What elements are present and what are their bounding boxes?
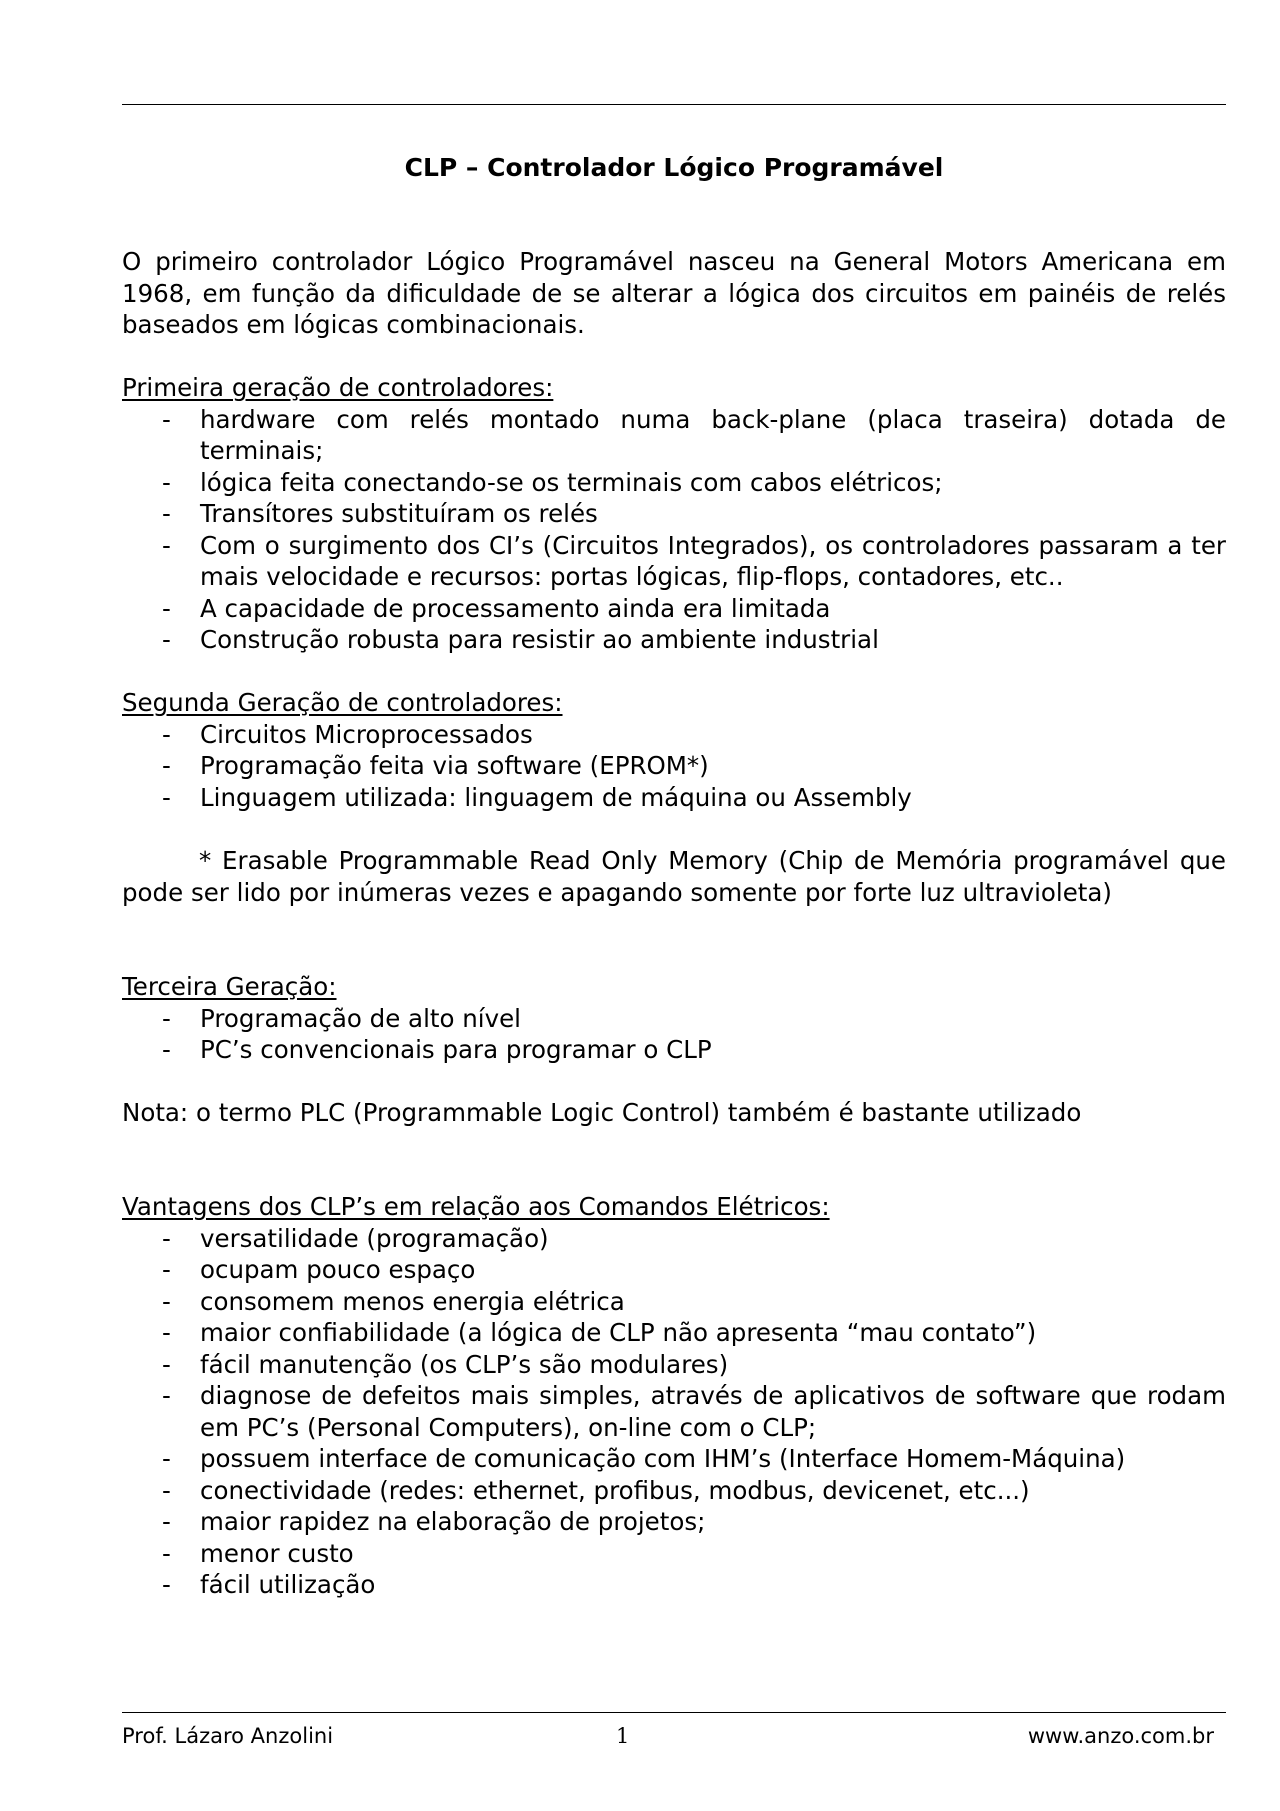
list-item: - consomem menos energia elétrica: [162, 1286, 625, 1316]
list-item: - fácil manutenção (os CLP’s são modulares): [162, 1349, 729, 1379]
plc-note: Nota: o termo PLC (Programmable Logic Control) também é bastante utilizado: [122, 1098, 1082, 1127]
bullet-dash: -: [162, 1223, 171, 1253]
list-item: - Construção robusta para resistir ao ambiente industrial: [162, 625, 879, 654]
list-item: - PC’s convencionais para programar o CLP: [162, 1035, 712, 1064]
bullet-dash: -: [162, 1035, 171, 1064]
footer-website: www.anzo.com.br: [1027, 1724, 1214, 1748]
bullet-dash: -: [162, 751, 171, 780]
third-generation-section: [122, 971, 1226, 1066]
bullet-dash: -: [162, 1570, 171, 1599]
list-item: - maior rapidez na elaboração de projetos;: [162, 1507, 706, 1536]
first-generation-list: [122, 404, 1226, 656]
bullet-dash: -: [162, 719, 171, 749]
list-item: - hardware com relés montado numa back-plane (placa traseira) dotada de terminais;: [162, 404, 1226, 465]
list-item: - Programação feita via software (EPROM*): [162, 751, 709, 780]
third-generation-list: [122, 1003, 1226, 1066]
first-generation-section: [122, 372, 1226, 656]
advantages-section: [122, 1191, 1226, 1601]
bullet-dash: -: [162, 530, 171, 560]
bullet-dash: -: [162, 404, 171, 434]
intro-paragraph: O primeiro controlador Lógico Programável nasceu na General Motors Americana em 1968, em função da dificuldade de se alterar a lógica dos circuitos em painéis de relés baseados em lógicas combinacionais.: [122, 247, 1226, 339]
third-generation-heading: Terceira Geração:: [122, 972, 337, 1001]
advantages-heading: Vantagens dos CLP’s em relação aos Comandos Elétricos:: [122, 1192, 830, 1221]
list-item: - possuem interface de comunicação com IHM’s (Interface Homem-Máquina): [162, 1444, 1126, 1473]
bullet-dash: -: [162, 467, 171, 497]
bullet-dash: -: [162, 1475, 171, 1505]
bullet-dash: -: [162, 782, 171, 812]
list-item: - ocupam pouco espaço: [162, 1255, 476, 1284]
bullet-dash: -: [162, 593, 171, 623]
list-item: - fácil utilização: [162, 1570, 376, 1599]
footer-author: Prof. Lázaro Anzolini: [122, 1724, 334, 1748]
first-generation-heading: Primeira geração de controladores:: [122, 373, 554, 402]
bullet-dash: -: [162, 1444, 171, 1473]
bullet-dash: -: [162, 1286, 171, 1316]
eprom-footnote: * Erasable Programmable Read Only Memory (Chip de Memória programável que pode ser lido por inúmeras vezes e apagando somente por forte luz ultravioleta): [122, 846, 1226, 907]
bullet-dash: -: [162, 1003, 171, 1033]
list-item: - lógica feita conectando-se os terminais com cabos elétricos;: [162, 467, 943, 497]
bullet-dash: -: [162, 1538, 171, 1568]
list-item: - Programação de alto nível: [162, 1003, 521, 1033]
bullet-dash: -: [162, 1349, 171, 1379]
list-item: - Transítores substituíram os relés: [162, 499, 598, 528]
document-page: [122, 0, 1226, 1811]
second-generation-section: [122, 687, 1226, 813]
bullet-dash: -: [162, 1507, 171, 1536]
list-item: - maior confiabilidade (a lógica de CLP não apresenta “mau contato”): [162, 1318, 1037, 1347]
bullet-dash: -: [162, 1255, 171, 1284]
second-generation-heading: Segunda Geração de controladores:: [122, 688, 563, 717]
list-item: - A capacidade de processamento ainda era limitada: [162, 593, 831, 623]
page-number: 1: [616, 1724, 630, 1748]
bullet-dash: -: [162, 1318, 171, 1347]
page-footer: [122, 1722, 1226, 1750]
list-item: - menor custo: [162, 1538, 354, 1568]
list-item: - conectividade (redes: ethernet, profibus, modbus, devicenet, etc...): [162, 1475, 1030, 1505]
document-title: CLP – Controlador Lógico Programável: [404, 153, 944, 182]
list-item: - Com o surgimento dos CI’s (Circuitos Integrados), os controladores passaram a ter mais velocidade e recursos: portas lógicas, flip-flops, contadores, etc..: [162, 530, 1226, 591]
header-rule: [122, 104, 1226, 105]
list-item: - versatilidade (programação): [162, 1223, 549, 1253]
list-item: - diagnose de defeitos mais simples, através de aplicativos de software que rodam em PC’s (Personal Computers), on-line com o CLP;: [162, 1381, 1226, 1442]
bullet-dash: -: [162, 499, 171, 528]
advantages-list: [122, 1223, 1226, 1601]
bullet-dash: -: [162, 1381, 171, 1410]
list-item: - Circuitos Microprocessados: [162, 719, 533, 749]
footer-rule: [122, 1712, 1226, 1713]
list-item: - Linguagem utilizada: linguagem de máquina ou Assembly: [162, 782, 912, 812]
bullet-dash: -: [162, 625, 171, 654]
second-generation-list: [122, 719, 1226, 814]
